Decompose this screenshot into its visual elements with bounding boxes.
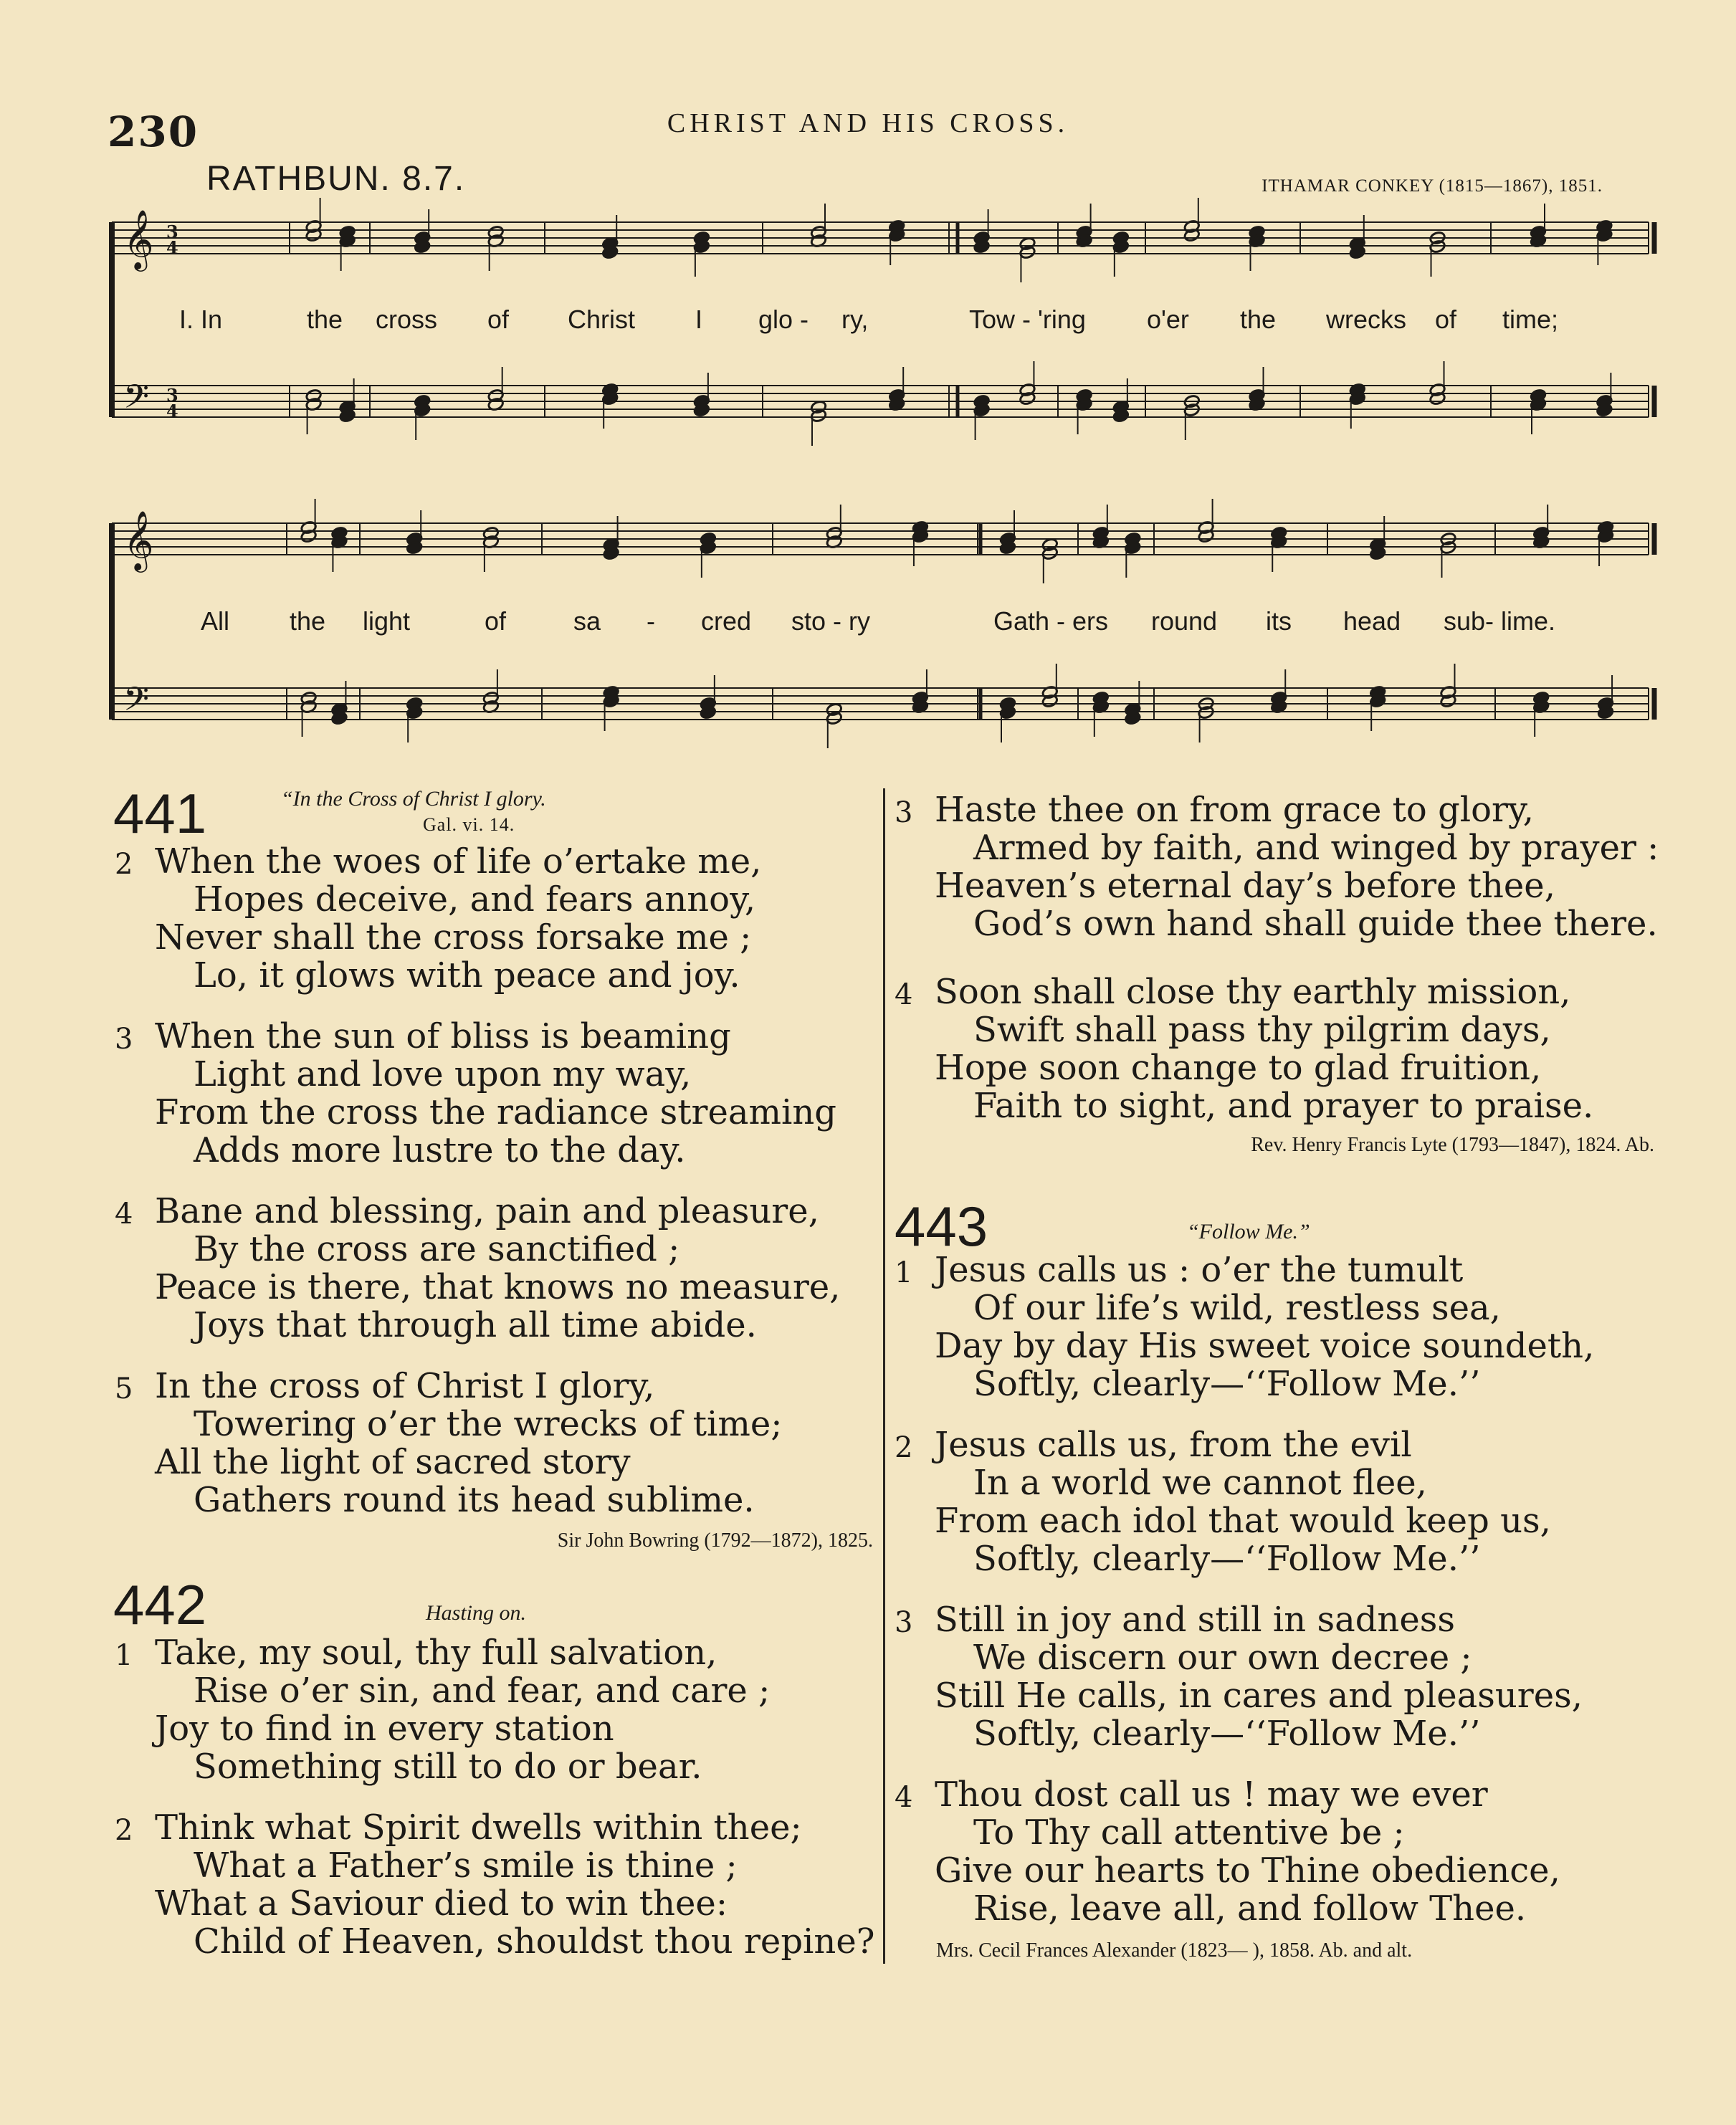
stanza [895,1425,1551,1579]
stanza [895,1250,1595,1404]
verse-number: 4 [895,1781,913,1814]
stanza [895,1600,1583,1754]
verse-line: Jesus calls us : o’er the tumult [935,1250,1464,1290]
verse-line: Child of Heaven, shouldst thou repine? [194,1921,875,1962]
lyric-syllable: Christ [568,305,636,334]
verse-line: Softly, clearly—‘‘Follow Me.’’ [973,1364,1481,1404]
hymn-number: 443 [895,1195,988,1258]
tune-composer: ITHAMAR CONKEY (1815—1867), 1851. [1262,176,1603,196]
treble-clef: 𝄞 [123,209,154,269]
verse-line: Peace is there, that knows no measure, [155,1267,841,1307]
verse-number: 2 [895,1431,913,1464]
verse-line: Soon shall close thy earthly mission, [935,972,1571,1012]
verse-line: Take, my soul, thy full salvation, [155,1633,717,1673]
verse-line: Thou dost call us ! may we ever [935,1775,1488,1815]
verse-line: Lo, it glows with peace and joy. [194,955,740,995]
verse-line: Something still to do or bear. [194,1747,702,1787]
verse-line: When the sun of bliss is beaming [155,1016,731,1056]
lyric-syllable: All [201,606,230,636]
page-number: 230 [108,108,199,156]
stanza [115,1808,875,1962]
verse-line: Heaven’s eternal day’s before thee, [935,866,1555,906]
stanza [895,790,1659,944]
verse-line: Haste thee on from grace to glory, [935,790,1534,830]
hymn-number: 441 [113,782,207,845]
verse-number: 2 [115,848,133,881]
verse-line: To Thy call attentive be ; [973,1813,1405,1853]
stanza [115,841,762,995]
lyric-syllable: o'er [1147,305,1189,334]
verse-line: Day by day His sweet voice soundeth, [935,1326,1595,1366]
verse-line: Softly, clearly—‘‘Follow Me.’’ [973,1539,1481,1579]
verse-line: By the cross are sanctified ; [194,1229,680,1269]
lyric-syllable: of [485,606,507,636]
lyric-syllable: - [647,606,655,636]
verse-line: Still in joy and still in sadness [935,1600,1455,1640]
verse-line: When the woes of life o’ertake me, [155,841,762,882]
verse-line: Softly, clearly—‘‘Follow Me.’’ [973,1714,1481,1754]
verse-line: Rise o’er sin, and fear, and care ; [194,1671,771,1711]
verse-line: Bane and blessing, pain and pleasure, [155,1191,819,1231]
verse-line: Hope soon change to glad fruition, [935,1048,1542,1088]
bass-clef: 𝄢 [123,680,150,727]
verse-line: All the light of sacred story [155,1442,631,1482]
lyric-syllable: time; [1502,305,1559,334]
lyric-syllable: the [290,606,326,636]
hymn-epigraph: “Follow Me.” [1187,1220,1310,1243]
verse-line: Adds more lustre to the day. [194,1130,686,1170]
stanza [115,1633,771,1787]
lyric-syllable: wrecks [1326,305,1407,334]
lyric-syllable: light [363,606,411,636]
lyric-syllable: the [1240,305,1277,334]
lyric-syllable: ry, [841,305,869,334]
lyric-syllable: the [307,305,343,334]
music-score [0,0,1736,760]
time-signature: 4 [166,401,178,421]
verse-number: 4 [895,978,913,1011]
stanza [895,972,1594,1126]
lyric-syllable: round [1151,606,1218,636]
verse-number: 4 [115,1198,133,1231]
verse-number: 5 [115,1372,133,1405]
time-signature: 3 [166,221,178,242]
verse-line: God’s own hand shall guide thee there. [973,904,1658,944]
lyric-syllable: glo - [758,305,809,334]
bass-clef: 𝄢 [123,378,150,424]
time-signature: 3 [166,385,178,406]
lyric-syllable: of [1435,305,1457,334]
verse-number: 3 [115,1023,133,1056]
stanza [115,1191,841,1345]
lyric-syllable: of [487,305,510,334]
verse-line: Never shall the cross forsake me ; [155,917,752,958]
verse-line: Gathers round its head sublime. [194,1480,755,1520]
verse-line: In the cross of Christ I glory, [155,1366,655,1406]
verse-line: Jesus calls us, from the evil [935,1425,1412,1465]
lyric-syllable: cross [376,305,438,334]
verse-line: In a world we cannot flee, [973,1463,1427,1503]
verse-line: Light and love upon my way, [194,1054,692,1094]
verse-line: From each idol that would keep us, [935,1501,1551,1541]
lyric-syllable: sa [573,606,601,636]
stanza [115,1366,783,1520]
lyric-syllable: sto - ry [791,606,871,636]
verse-number: 3 [895,1606,913,1639]
verse-line: Think what Spirit dwells within thee; [155,1808,802,1848]
verse-line: What a Father’s smile is thine ; [194,1845,738,1886]
verse-line: From the cross the radiance streaming [155,1092,837,1132]
verse-line: What a Saviour died to win thee: [155,1883,728,1924]
verse-line: Towering o’er the wrecks of time; [194,1404,783,1444]
verse-line: Rise, leave all, and follow Thee. [973,1888,1527,1929]
verse-line: Hopes deceive, and fears annoy, [194,879,756,920]
tune-name: RATHBUN. 8.7. [206,160,466,198]
running-head: CHRIST AND HIS CROSS. [667,108,1069,138]
lyric-syllable: Gath - ers [993,606,1109,636]
lyric-syllable: I. In [179,305,223,334]
column-divider [883,788,885,1964]
lyric-syllable: head [1343,606,1401,636]
verse-line: Still He calls, in cares and pleasures, [935,1676,1583,1716]
hymn-number: 442 [113,1573,207,1636]
hymn-epigraph: Hasting on. [426,1601,527,1625]
scripture-reference: Gal. vi. 14. [423,814,515,835]
author-attribution: Sir John Bowring (1792—1872), 1825. [557,1529,873,1552]
stanza [895,1775,1560,1929]
verse-line: Faith to sight, and prayer to praise. [973,1086,1594,1126]
verse-line: Armed by faith, and winged by prayer : [973,828,1659,868]
lyric-syllable: sub- lime. [1444,606,1556,636]
hymn-epigraph: “In the Cross of Christ I glory. [281,787,546,811]
verse-line: Swift shall pass thy pilgrim days, [973,1010,1551,1050]
verse-number: 1 [895,1256,913,1289]
verse-line: Of our life’s wild, restless sea, [973,1288,1501,1328]
treble-clef: 𝄞 [123,510,154,570]
verse-number: 1 [115,1639,133,1672]
verse-number: 3 [895,796,913,829]
verse-number: 2 [115,1814,133,1847]
verse-line: Give our hearts to Thine obedience, [935,1851,1560,1891]
stanza [115,1016,837,1170]
author-attribution: Rev. Henry Francis Lyte (1793—1847), 1824. Ab. [1251,1134,1654,1156]
author-attribution: Mrs. Cecil Frances Alexander (1823— ), 1858. Ab. and alt. [936,1939,1413,1962]
verse-line: Joys that through all time abide. [194,1305,757,1345]
lyric-syllable: Tow - 'ring [969,305,1086,334]
verse-line: We discern our own decree ; [973,1638,1472,1678]
verse-line: Joy to find in every station [155,1709,614,1749]
lyric-syllable: its [1266,606,1292,636]
lyric-syllable: cred [701,606,752,636]
time-signature: 4 [166,237,178,258]
lyric-syllable: I [695,305,703,334]
